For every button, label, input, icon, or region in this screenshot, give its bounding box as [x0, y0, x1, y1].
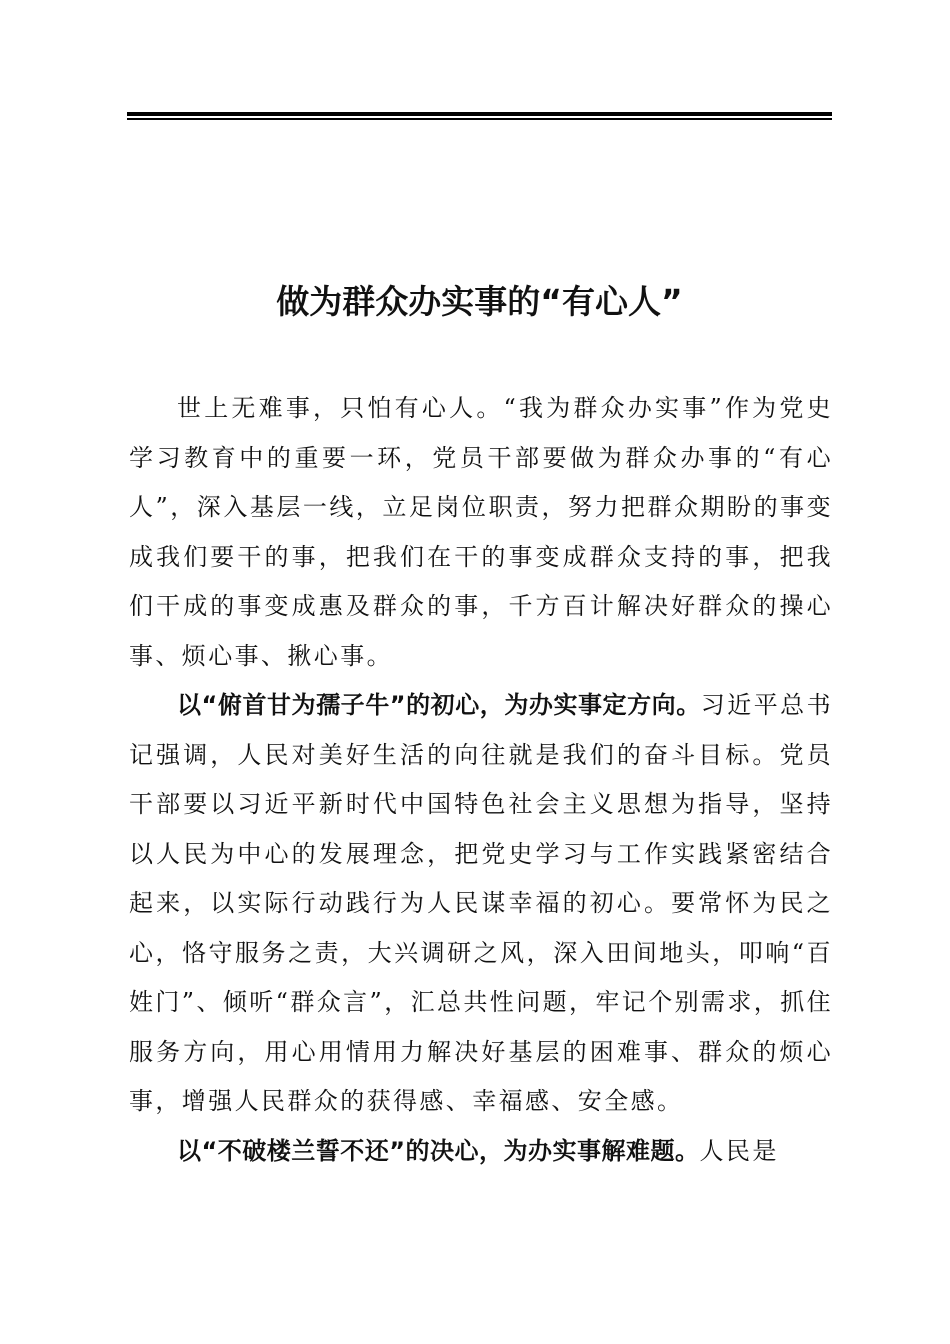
- document-title: 做为群众办实事的“有心人”: [276, 282, 683, 321]
- header-rule-thin-line: [127, 118, 832, 120]
- paragraph-intro: [129, 384, 833, 681]
- header-rule-thick-line: [127, 112, 832, 116]
- header-double-rule: [127, 112, 832, 120]
- paragraph-lead: 以“不破楼兰誓不还”的决心，为办实事解难题。: [177, 1136, 700, 1165]
- document-body: [129, 384, 833, 1176]
- paragraph-text: 世上无难事，只怕有心人。“我为群众办实事”作为党史学习教育中的重要一环，党员干部要做为群众办事的“有心人”，深入基层一线，立足岗位职责，努力把群众期盼的事变成我们要干的事，把我们在干的事变成群众支持的事，把我们干成的事变成惠及群众的事，千方百计解决好群众的操心事、烦心事、揪心事。: [129, 394, 833, 670]
- paragraph-direction: [129, 681, 833, 1127]
- paragraph-text: 人民是: [699, 1136, 779, 1165]
- paragraph-text: 习近平总书记强调，人民对美好生活的向往就是我们的奋斗目标。党员干部要以习近平新时代中国特色社会主义思想为指导，坚持以人民为中心的发展理念，把党史学习与工作实践紧密结合起来，以实际行动践行为人民谋幸福的初心。要常怀为民之心，恪守服务之责，大兴调研之风，深入田间地头，叩响“百姓门”、倾听“群众言”，汇总共性问题，牢记个别需求，抓住服务方向，用心用情用力解决好基层的困难事、群众的烦心事，增强人民群众的获得感、幸福感、安全感。: [129, 691, 834, 1115]
- paragraph-lead: 以“俯首甘为孺子牛”的初心，为办实事定方向。: [177, 691, 701, 719]
- paragraph-difficulties: [129, 1127, 833, 1177]
